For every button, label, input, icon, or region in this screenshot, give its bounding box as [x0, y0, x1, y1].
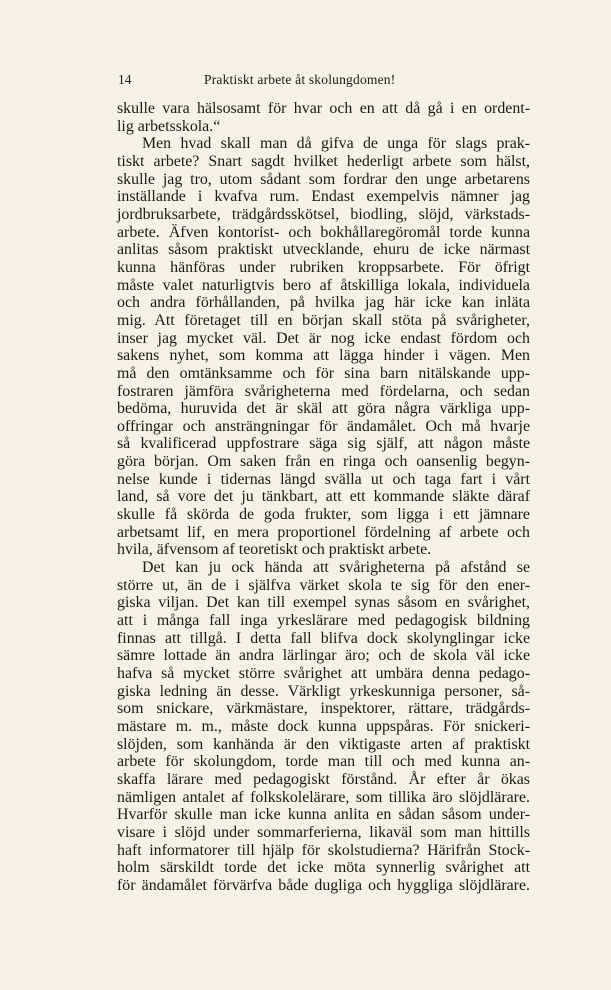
text-line: hafva så mycket större svårighet att umbära denna pedago- [117, 665, 530, 682]
text-line: holm särskildt torde det icke möta synnerlig svårighet att [117, 859, 530, 877]
text-line: arbete för skolungdom, torde man till och med kunna an- [117, 753, 530, 771]
text-line: som snickare, värkmästare, inspektorer, rättare, trädgårds- [117, 700, 530, 718]
text-line: tiskt arbete? Snart sagdt hvilket hederligt arbete som hälst, [117, 152, 530, 170]
body-text [117, 100, 530, 895]
text-line: Det kan ju ock hända att svårigheterna på afstånd se [142, 559, 530, 577]
text-line: bedöma, huruvida det är skäl att göra några värkliga upp- [117, 400, 530, 418]
text-line: och andra förhållanden, på hvilka jag här icke kan inläta [117, 294, 530, 312]
text-line: inser jag mycket väl. Det är nog icke endast fördom och [117, 329, 530, 347]
paragraph [117, 559, 530, 894]
text-line: hvila, äfvensom af teoretiskt och praktiskt arbete. [117, 541, 432, 559]
text-line: lig arbetsskola.“ [117, 117, 221, 135]
text-line: fostraren jämföra svårigheterna med fördelarna, och sedan [117, 382, 530, 400]
text-line: land, så vore det ju tänkbart, att ett kommande släkte däraf [117, 488, 530, 506]
text-line: Men hvad skall man då gifva de unga för slags prak- [142, 135, 530, 153]
text-line: kunna hänföras under rubriken kroppsarbete. För öfrigt [117, 258, 530, 276]
text-line: skaffa lärare med pedagogiskt förstånd. År efter år ökas [117, 770, 530, 788]
text-line: så kvalificerad uppfostrare säga sig själf, att någon måste [117, 435, 530, 453]
text-line: arbete. Äfven kontorist- och bokhållaregöromål torde kunna [117, 223, 530, 241]
text-line: giska ledning än desse. Värkligt yrkeskunniga personer, så- [117, 682, 530, 700]
text-line: visare i slöjd under sommarferierna, likaväl som man hittills [117, 823, 530, 841]
text-line: jordbruksarbete, trädgårdsskötsel, biodling, slöjd, värkstads- [117, 205, 530, 223]
text-line: nelse kunde i tidernas längd svälla ut och taga fart i vårt [117, 470, 530, 488]
text-line: sakens nyhet, som komma att lägga hinder i vägen. Men [117, 347, 530, 365]
text-line: större ut, än de i själfva värket skola te sig för den ener- [117, 576, 530, 594]
text-line: finnas att tillgå. I detta fall blifva dock skolynglingar icke [117, 629, 530, 647]
text-line: för ändamålet förvärfva både dugliga och hyggliga slöjdlärare. [117, 876, 530, 894]
text-line: må den omtänksamme och för sina barn nitälskande upp- [117, 364, 530, 382]
page-number: 14 [118, 72, 132, 87]
text-line: att i många fall inga yrkeslärare med pedagogisk bildning [117, 612, 530, 630]
running-title: Praktiskt arbete åt skolungdomen! [204, 72, 396, 87]
text-line: slöjden, som kanhända är den viktigaste arten af praktiskt [117, 735, 530, 753]
text-line: nämligen antalet af folkskolelärare, som tillika äro slöjdlärare. [117, 788, 530, 806]
text-line: skulle vara hälsosamt för hvar och en att då gå i en ordent- [117, 100, 530, 117]
text-line: göra början. Om saken från en ringa och oansenlig begyn- [117, 453, 530, 471]
text-line: giska viljan. Det kan till exempel synas såsom en svårighet, [117, 594, 530, 612]
text-line: offringar och ansträngningar för ändamålet. Och må hvarje [117, 417, 530, 435]
text-line: skulle få skörda de goda frukter, som ligga i ett jämnare [117, 506, 530, 524]
text-line: Hvarför skulle man icke kunna anlita en sådan såsom under- [117, 806, 530, 824]
page-header [118, 72, 528, 92]
text-line: mästare m. m., måste dock kunna uppspåras. För snickeri- [117, 717, 530, 735]
paragraph [117, 135, 530, 559]
text-line: skulle jag tro, utom sådant som fordrar den unge arbetarens [117, 170, 530, 188]
text-line: inställande i kvafva rum. Endast exempelvis nämner jag [117, 188, 530, 206]
text-line: haft informatorer till hjälp för skolstudierna? Härifrån Stock- [117, 841, 530, 859]
paragraph [117, 100, 530, 135]
text-line: anlitas såsom praktiskt utvecklande, ehuru de icke närmast [117, 241, 530, 259]
text-line: mig. Att företaget till en början skall stöta på svårigheter, [117, 311, 530, 329]
text-line: måste valet naturligtvis bero af åtskilliga lokala, individuela [117, 276, 530, 294]
text-line: sämre lottade än andra lärlingar äro; och de skola väl icke [117, 647, 530, 665]
text-line: arbetsamt lif, en mera proportionel fördelning af arbete och [117, 523, 530, 541]
